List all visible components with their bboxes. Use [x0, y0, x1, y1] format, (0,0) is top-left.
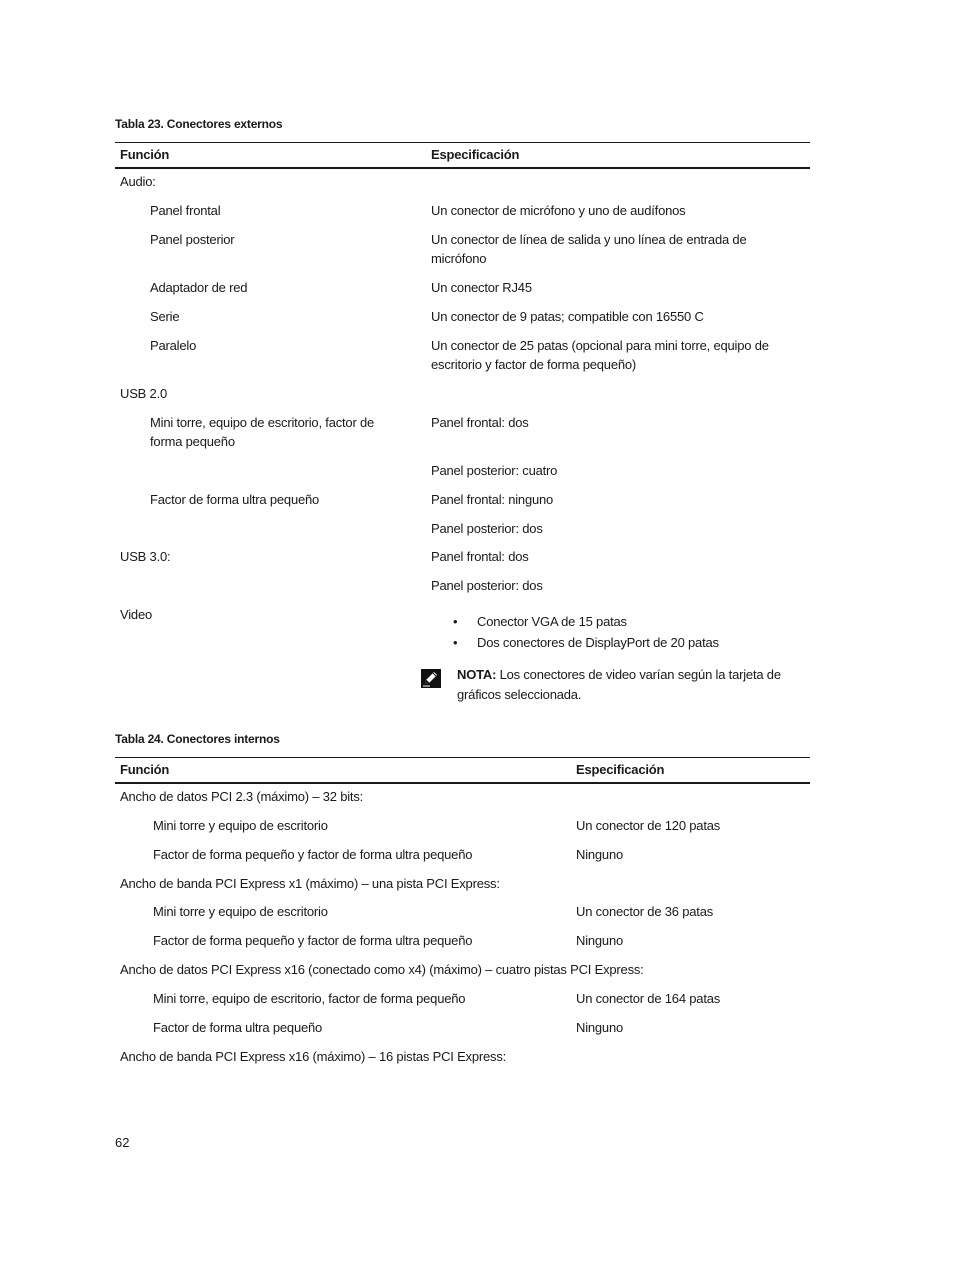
table-row-spec: Ninguno	[576, 1020, 624, 1035]
table-row-spec: Un conector de 9 patas; compatible con 16550 C	[431, 309, 704, 324]
table-row-function: Serie	[150, 309, 180, 324]
table23-header-spec: Especificación	[431, 147, 520, 162]
table24-top-rule	[115, 757, 810, 758]
table-row-spec: Un conector de 120 patas	[576, 818, 721, 833]
table23-header-rule	[115, 167, 810, 169]
table-row-spec: Un conector de 164 patas	[576, 991, 721, 1006]
bullet-icon: •	[453, 614, 458, 629]
table-row-function: Panel posterior	[150, 232, 235, 247]
group-title: Ancho de datos PCI Express x16 (conectado como x4) (máximo) – cuatro pistas PCI Express:	[120, 962, 644, 977]
table-row-spec: Panel posterior: cuatro	[431, 463, 558, 478]
list-item: Dos conectores de DisplayPort de 20 patas	[477, 635, 719, 650]
note-label: NOTA:	[457, 667, 497, 682]
group-title: Ancho de banda PCI Express x1 (máximo) – una pista PCI Express:	[120, 876, 500, 891]
table23-top-rule	[115, 142, 810, 143]
table-row-spec: Un conector de línea de salida y uno línea de entrada de micrófono	[431, 232, 747, 266]
table-row-spec: Un conector de 36 patas	[576, 904, 714, 919]
usb20-group-label: USB 2.0	[120, 386, 168, 401]
list-item: Conector VGA de 15 patas	[477, 614, 627, 629]
group-title: Ancho de banda PCI Express x16 (máximo) – 16 pistas PCI Express:	[120, 1049, 507, 1064]
table-row-spec: Panel frontal: ninguno	[431, 492, 554, 507]
table-row-function: Mini torre y equipo de escritorio	[153, 904, 328, 919]
table-row-function: Factor de forma ultra pequeño	[153, 1020, 323, 1035]
table24-caption: Tabla 24. Conectores internos	[115, 732, 280, 746]
note-body: Los conectores de video varían según la tarjeta de gráficos seleccionada.	[457, 667, 781, 702]
table-row-spec: Panel posterior: dos	[431, 521, 543, 536]
table-row-spec: Un conector de micrófono y uno de audífonos	[431, 203, 686, 218]
table-row-function: Factor de forma ultra pequeño	[150, 492, 320, 507]
audio-group-label: Audio:	[120, 174, 156, 189]
table-row-spec: Panel frontal: dos	[431, 549, 529, 564]
video-label: Video	[120, 607, 153, 622]
table-row-function: Factor de forma pequeño y factor de forma ultra pequeño	[153, 847, 473, 862]
table-row-spec: Panel posterior: dos	[431, 578, 543, 593]
table-row-function: Adaptador de red	[150, 280, 248, 295]
table-row-spec: Panel frontal: dos	[431, 415, 529, 430]
table-row-function: Factor de forma pequeño y factor de forma ultra pequeño	[153, 933, 473, 948]
table24-header-rule	[115, 782, 810, 784]
table-row-function: Panel frontal	[150, 203, 221, 218]
group-title: Ancho de datos PCI 2.3 (máximo) – 32 bits:	[120, 789, 364, 804]
table24-header-function: Función	[120, 762, 170, 777]
table-row-spec: Un conector RJ45	[431, 280, 532, 295]
table23-caption: Tabla 23. Conectores externos	[115, 117, 283, 131]
table-row-spec: Ninguno	[576, 847, 624, 862]
page-number: 62	[115, 1135, 130, 1150]
table24-header-spec: Especificación	[576, 762, 665, 777]
table23-header-function: Función	[120, 147, 170, 162]
note-callout	[457, 665, 797, 705]
table-row-spec: Un conector de 25 patas (opcional para mini torre, equipo de escritorio y factor de forma pequeño)	[431, 338, 769, 372]
table-row-function: Mini torre, equipo de escritorio, factor de forma pequeño	[153, 991, 466, 1006]
table-row-spec: Ninguno	[576, 933, 624, 948]
usb30-label: USB 3.0:	[120, 549, 171, 564]
table-row-function: Mini torre y equipo de escritorio	[153, 818, 328, 833]
note-pencil-icon	[421, 669, 441, 688]
table-row-function: Mini torre, equipo de escritorio, factor de forma pequeño	[150, 415, 375, 449]
table-row-function: Paralelo	[150, 338, 197, 353]
bullet-icon: •	[453, 635, 458, 650]
